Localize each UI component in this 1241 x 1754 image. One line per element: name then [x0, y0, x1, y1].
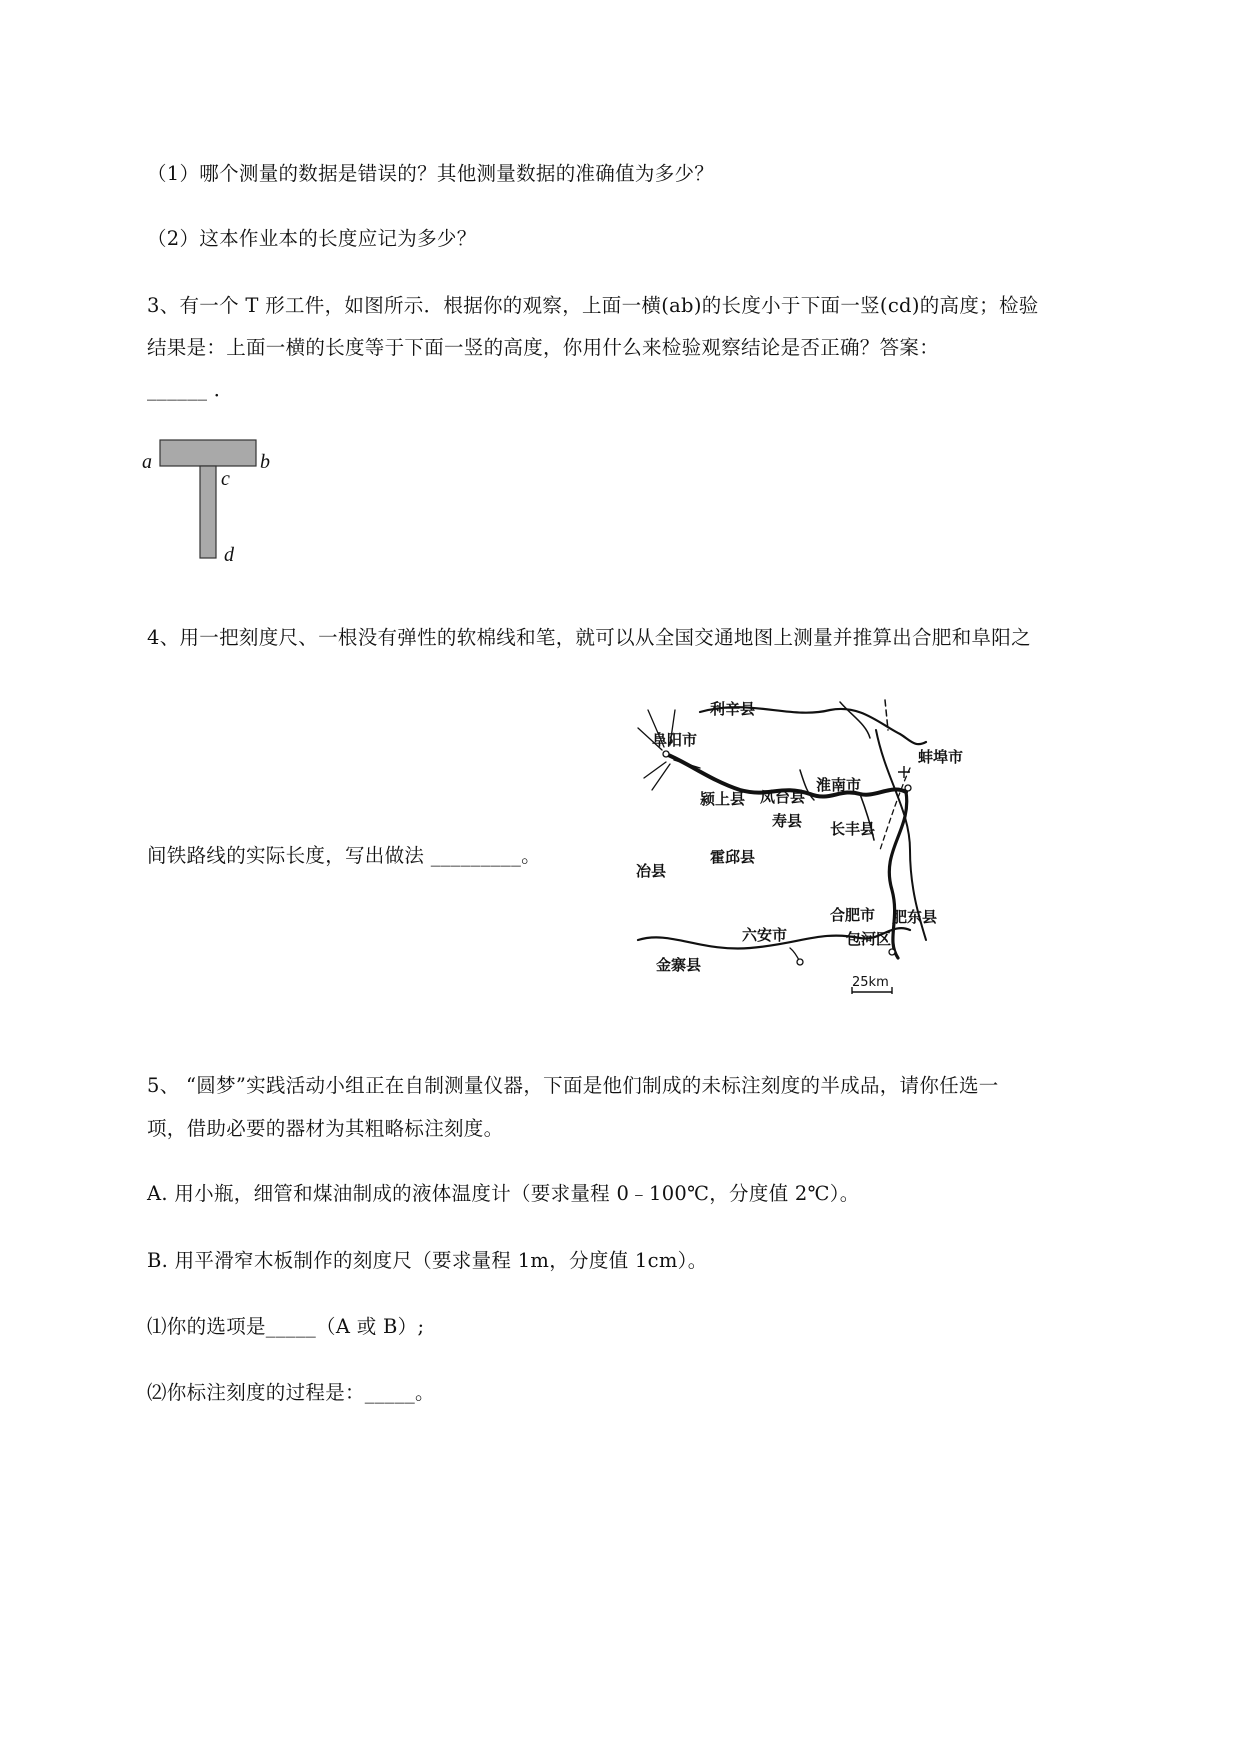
t-shape-drawing	[140, 432, 280, 572]
place-luan: 六安市	[742, 926, 788, 944]
t-shape-stem	[200, 466, 216, 558]
q5-line2: 项，借助必要的器材为其粗略标注刻度。	[147, 1117, 504, 1140]
t-shape-figure	[140, 432, 280, 572]
q2-sub1-text: （1）哪个测量的数据是错误的？其他测量数据的准确值为多少？	[147, 162, 715, 185]
railway-map-drawing	[630, 690, 970, 1000]
q4-line2: 间铁路线的实际长度，写出做法 _________。	[147, 844, 541, 867]
place-huoqiu: 霍邱县	[710, 848, 756, 866]
place-fuyang: 阜阳市	[652, 731, 698, 749]
place-hefei: 合肥市	[830, 906, 876, 924]
place-changfeng: 长丰县	[830, 820, 876, 838]
label-b: b	[260, 451, 270, 473]
q4-line1: 4、用一把刻度尺、一根没有弹性的软棉线和笔，就可以从全国交通地图上测量并推算出合肥和阜阳之	[147, 626, 1031, 649]
q5-sub1: ⑴你的选项是_____（A 或 B）;	[147, 1315, 425, 1338]
q5-option-a: A. 用小瓶，细管和煤油制成的液体温度计（要求量程 0﹣100℃，分度值 2℃）。	[147, 1182, 860, 1205]
place-huainan: 淮南市	[816, 776, 862, 794]
q5-sub2: ⑵你标注刻度的过程是：_____。	[147, 1381, 435, 1404]
place-lixin: 利辛县	[710, 700, 756, 718]
q2-sub2-text: （2）这本作业本的长度应记为多少？	[147, 227, 477, 250]
q5-line1: 5、 “圆梦”实践活动小组正在自制测量仪器，下面是他们制成的未标注刻度的半成品，请你任选一	[147, 1074, 999, 1097]
place-yingshang: 颍上县	[700, 790, 746, 808]
q3-line1: 3、有一个 T 形工件，如图所示．根据你的观察，上面一横(ab)的长度小于下面一竖(cd)的高度；检验	[147, 294, 1039, 317]
place-baohe: 包河区	[846, 930, 892, 948]
map-scale-label: 25km	[852, 975, 889, 990]
place-bengbu: 蚌埠市	[918, 748, 964, 766]
railway-map	[630, 690, 970, 1000]
place-feidong: 肥东县	[892, 908, 938, 926]
place-fengtai: 凤台县	[760, 788, 806, 806]
q5-option-b: B. 用平滑窄木板制作的刻度尺（要求量程 1m，分度值 1cm）。	[147, 1249, 708, 1272]
label-a: a	[142, 451, 152, 473]
place-jinzhai: 金寨县	[656, 956, 702, 974]
label-d: d	[224, 544, 234, 566]
t-shape-crossbar	[160, 440, 256, 466]
q3-line2: 结果是：上面一横的长度等于下面一竖的高度，你用什么来检验观察结论是否正确？答案：	[147, 336, 940, 359]
place-shouxian: 寿县	[772, 812, 803, 830]
label-c: c	[221, 468, 230, 490]
place-yexian: 冶县	[636, 862, 667, 880]
q3-answer-blank: ______ ．	[147, 378, 234, 401]
